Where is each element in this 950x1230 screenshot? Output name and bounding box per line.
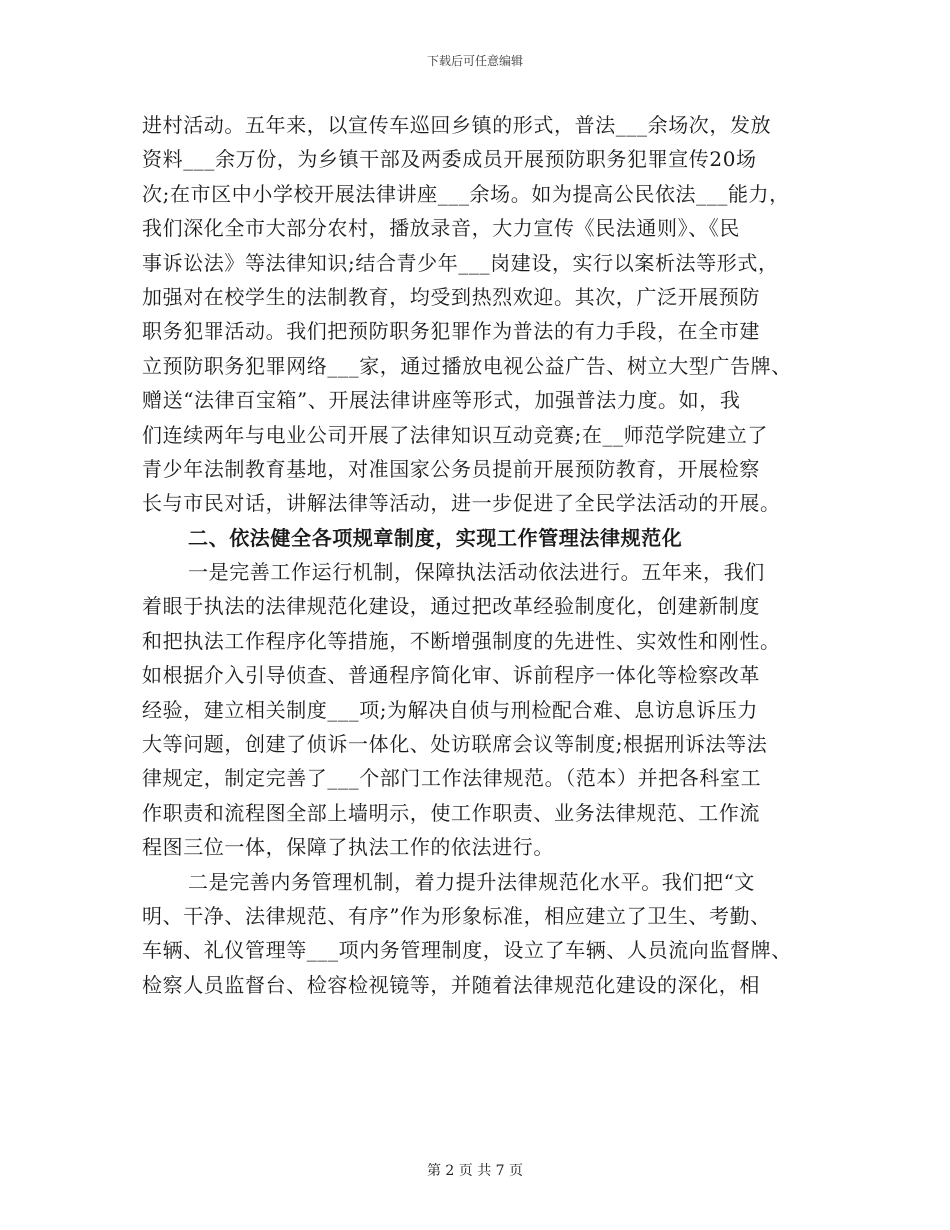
body-text-line: 们连续两年与电业公司开展了法律知识互动竞赛;在__师范学院建立了 <box>142 422 768 447</box>
body-text-line: 检察人员监督台、检容检视镜等，并随着法律规范化建设的深化，相 <box>142 972 760 997</box>
body-text-line: 赠送“法律百宝箱”、开展法律讲座等形式，加强普法力度。如，我 <box>142 388 741 413</box>
body-text-line: 作职责和流程图全部上墙明示，使工作职责、业务法律规范、工作流 <box>142 800 760 825</box>
body-text-line: 和把执法工作程序化等措施，不断增强制度的先进性、实效性和刚性。 <box>142 628 781 653</box>
body-text-line: 经验，建立相关制度___项;为解决自侦与刑检配合难、息访息诉压力 <box>142 697 758 722</box>
body-text-line: 大等问题，创建了侦诉一体化、处访联席会议等制度;根据刑诉法等法 <box>142 732 768 757</box>
body-text-line: 资料___余万份，为乡镇干部及两委成员开展预防职务犯罪宣传20场 <box>142 147 757 172</box>
page-footer: 第 2 页 共 7 页 <box>426 1163 524 1179</box>
body-text-line: 二是完善内务管理机制，着力提升法律规范化水平。我们把“文 <box>188 869 756 894</box>
page-header: 下载后可任意编辑 <box>426 54 523 68</box>
body-text-line: 程图三位一体，保障了执法工作的依法进行。 <box>142 835 554 860</box>
body-text-line: 次;在市区中小学校开展法律讲座___余场。如为提高公民依法___能力， <box>142 181 790 206</box>
document-body <box>142 108 822 1002</box>
body-text-line: 立预防职务犯罪网络___家，通过播放电视公益广告、树立大型广告牌、 <box>142 353 792 378</box>
body-text-line: 长与市民对话，讲解法律等活动，进一步促进了全民学法活动的开展。 <box>142 491 781 516</box>
body-text-line: 我们深化全市大部分农村，播放录音，大力宣传《民法通则》、《民 <box>142 216 740 241</box>
body-text-line: 着眼于执法的法律规范化建设，通过把改革经验制度化，创建新制度 <box>142 594 760 619</box>
body-text-line: 如根据介入引导侦查、普通程序简化审、诉前程序一体化等检察改革 <box>142 663 760 688</box>
section-heading: 二、依法健全各项规章制度，实现工作管理法律规范化 <box>188 525 683 550</box>
body-text-line: 一是完善工作运行机制，保障执法活动依法进行。五年来，我们 <box>188 560 765 585</box>
body-text-line: 明、干净、法律规范、有序”作为形象标准，相应建立了卫生、考勤、 <box>142 903 771 928</box>
body-text-line: 职务犯罪活动。我们把预防职务犯罪作为普法的有力手段，在全市建 <box>142 319 760 344</box>
body-text-line: 加强对在校学生的法制教育，均受到热烈欢迎。其次，广泛开展预防 <box>142 284 760 309</box>
body-text-line: 事诉讼法》等法律知识;结合青少年___岗建设，实行以案析法等形式， <box>142 250 779 275</box>
body-text-line: 律规定，制定完善了___个部门工作法律规范。（范本）并把各科室工 <box>142 766 762 791</box>
body-text-line: 进村活动。五年来，以宣传车巡回乡镇的形式，普法___余场次，发放 <box>142 113 772 137</box>
body-text-line: 车辆、礼仪管理等___项内务管理制度，设立了车辆、人员流向监督牌、 <box>142 938 792 963</box>
body-text-line: 青少年法制教育基地，对准国家公务员提前开展预防教育，开展检察 <box>142 456 760 481</box>
